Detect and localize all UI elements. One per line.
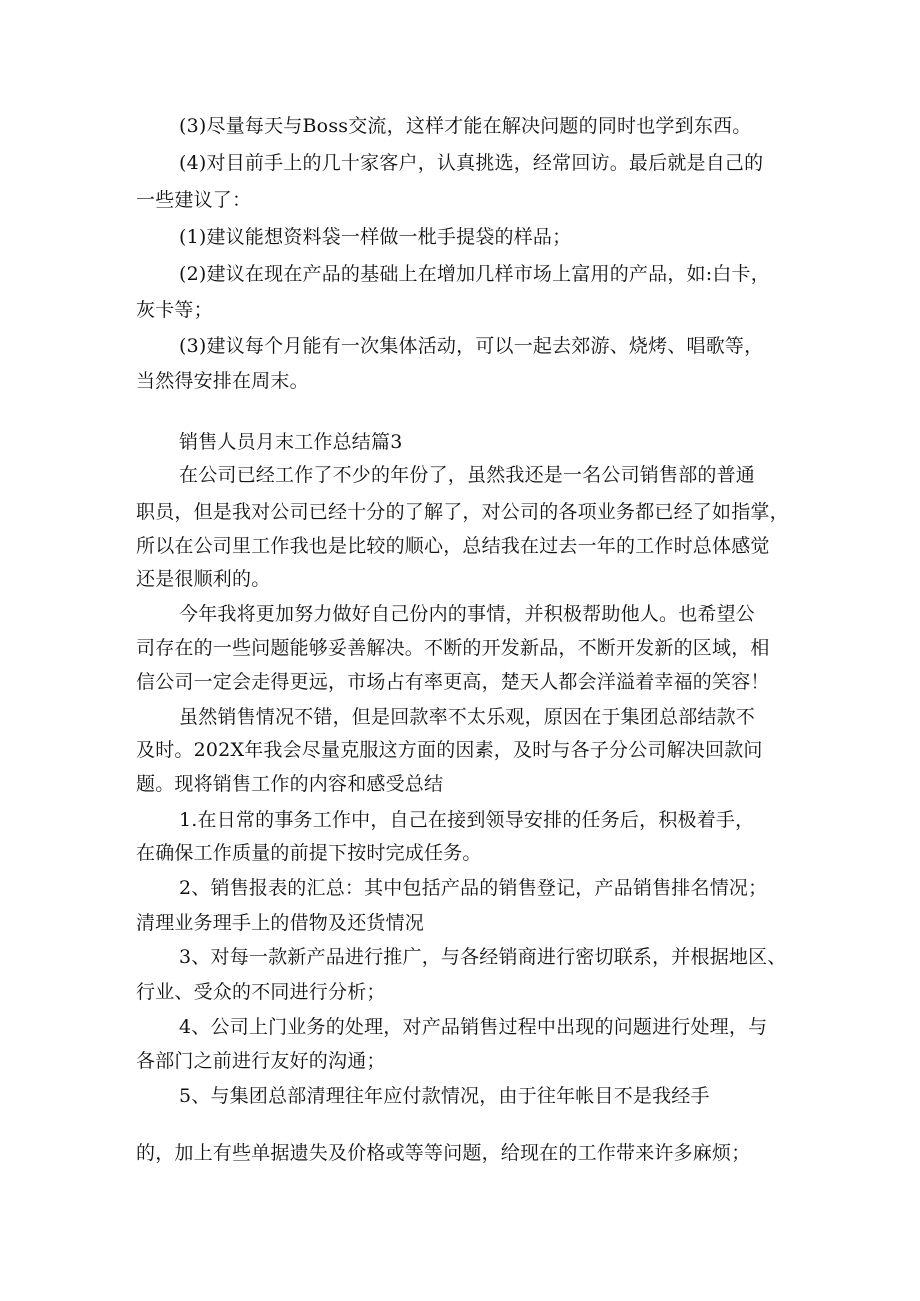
text-line: 5、与集团总部清理往年应付款情况，由于往年帐目不是我经手 [179,1085,710,1107]
text-line: 司存在的一些问题能够妥善解决。不断的开发新品，不断开发新的区域，相 [136,637,770,659]
text-line: 题。现将销售工作的内容和感受总结 [136,773,444,795]
text-line: 一些建议了： [136,189,252,211]
text-line: 今年我将更加努力做好自己份内的事情，并积极帮助他人。也希望公 [179,603,756,625]
section-heading: 销售人员月末工作总结篇3 [179,431,403,453]
text-line: (3)尽量每天与Boss交流，这样才能在解决问题的同时也学到东西。 [179,115,752,137]
text-line: (2)建议在现在产品的基础上在增加几样市场上富用的产品，如:白卡， [179,263,770,285]
text-line: 清理业务理手上的借物及还货情况 [136,912,425,934]
text-line: (1)建议能想资料袋一样做一枇手提袋的样品； [179,226,572,248]
text-line: 3、对每一款新产品进行推广，与各经销商进行密切联系，并根据地区、 [179,946,787,968]
text-line: 信公司一定会走得更远，市场占有率更高，楚天人都会洋溢着幸福的笑容！ [136,671,770,693]
text-line: 1.在日常的事务工作中，自己在接到领导安排的任务后，积极着手， [179,809,755,831]
text-line: 当然得安排在周末。 [136,370,309,392]
text-line: 灰卡等； [136,299,213,321]
text-line: 4、公司上门业务的处理，对产品销售过程中出现的问题进行处理，与 [179,1016,768,1038]
text-line: 各部门之前进行友好的沟通； [136,1050,386,1072]
text-line: 还是很顺利的。 [136,568,271,590]
text-line: 职员，但是我对公司已经十分的了解了，对公司的各项业务都已经了如指掌， [136,501,789,523]
text-line: 所以在公司里工作我也是比较的顺心，总结我在过去一年的工作时总体感觉 [136,535,770,557]
text-line: 在确保工作质量的前提下按时完成任务。 [136,842,482,864]
text-line: 在公司已经工作了不少的年份了，虽然我还是一名公司销售部的普通 [179,464,756,486]
text-line: 的，加上有些单据遗失及价格或等等问题，给现在的工作带来许多麻烦； [136,1142,751,1164]
text-line: 虽然销售情况不错，但是回款率不太乐观，原因在于集团总部结款不 [179,706,756,728]
text-line: 及时。202X年我会尽量克服这方面的因素，及时与各子分公司解决回款问 [136,739,763,761]
text-line: 行业、受众的不同进行分析； [136,981,386,1003]
text-line: 2、销售报表的汇总：其中包括产品的销售登记，产品销售排名情况； [179,877,768,899]
text-line: (3)建议每个月能有一次集体活动，可以一起去郊游、烧烤、唱歌等， [179,335,764,357]
text-line: (4)对目前手上的几十家客户，认真挑选，经常回访。最后就是自己的 [179,152,764,174]
